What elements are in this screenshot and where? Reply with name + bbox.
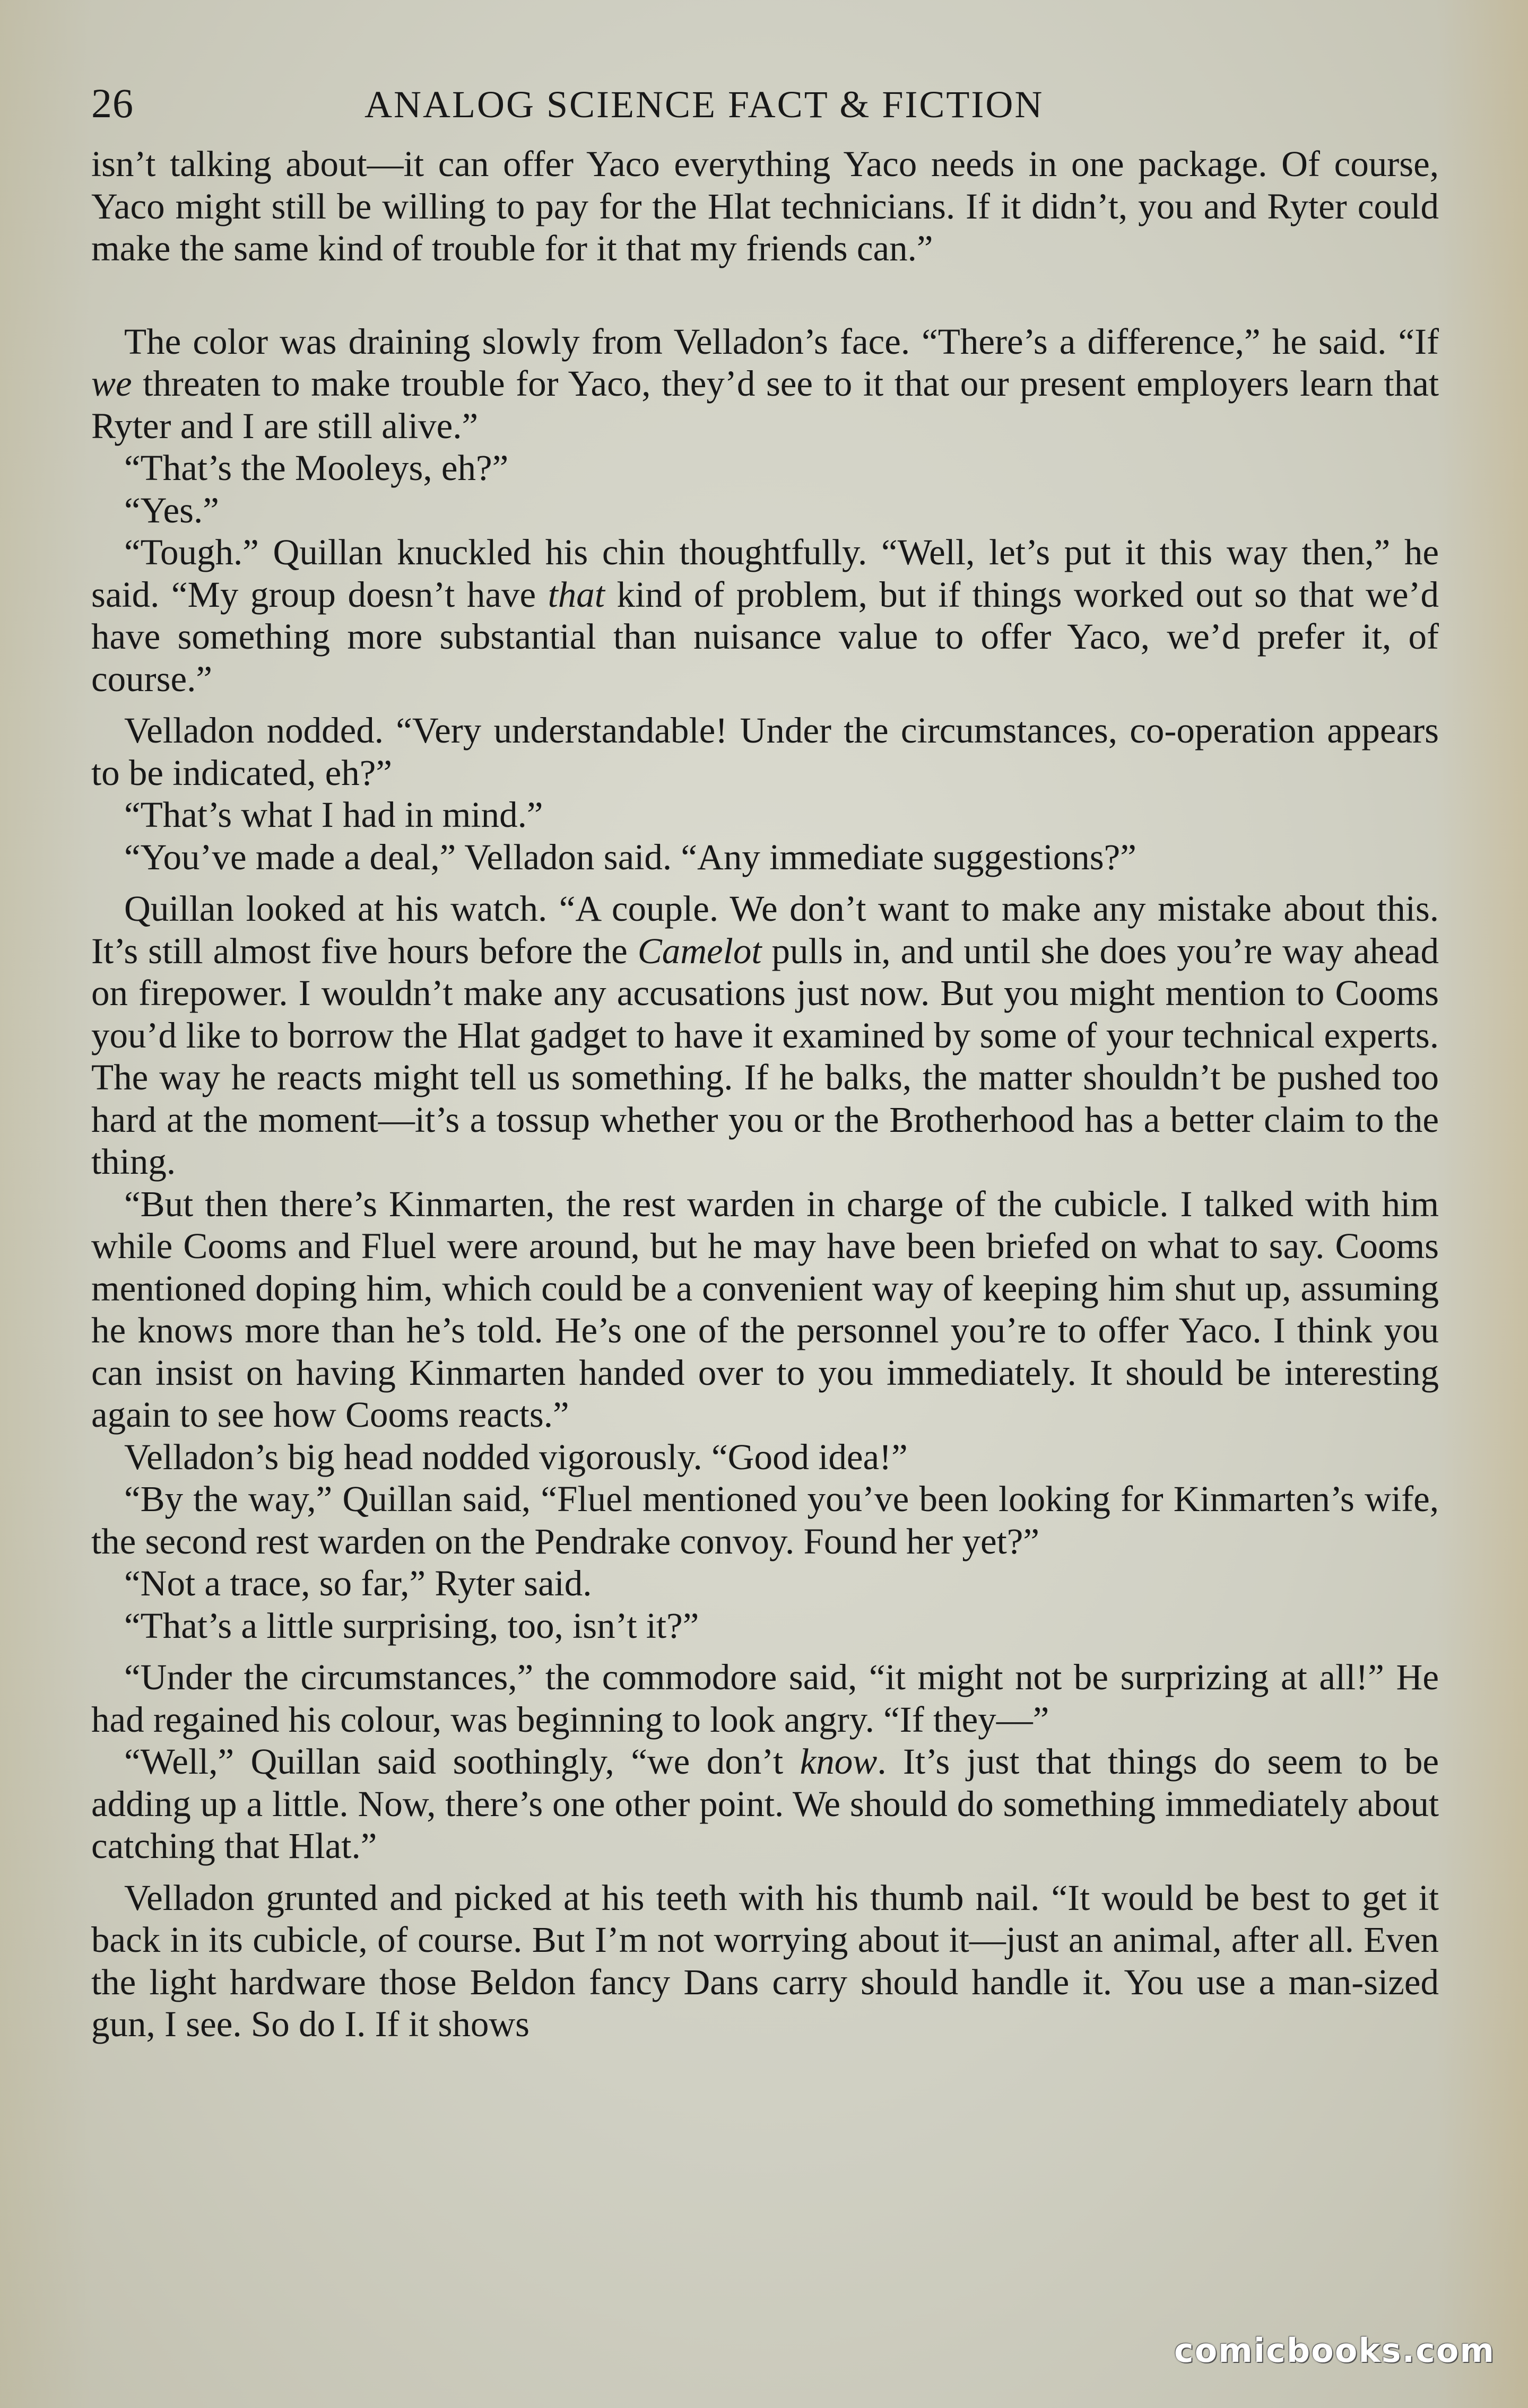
paragraph: “Yes.”	[124, 490, 219, 530]
book-page	[91, 80, 1439, 2046]
emphasis: know	[800, 1741, 878, 1782]
paragraph: “That’s what I had in mind.”	[124, 795, 543, 835]
paragraph: “You’ve made a deal,” Velladon said. “Any immediate suggestions?”	[124, 836, 1136, 877]
paragraph: isn’t talking about—it can offer Yaco everything Yaco needs in one package. Of course, Yaco might still be willing to pay for the Hlat technicians. If it didn’t, you and Ryter could make the same kind of trouble for it that my friends can.”	[91, 144, 1439, 268]
paragraph: “Not a trace, so far,” Ryter said.	[124, 1563, 592, 1603]
paragraph: “Tough.” Quillan knuckled his chin thoughtfully. “Well, let’s put it this way then,” he said. “My group doesn’t have that kind of problem, but if things worked out so that we’d have something more substantial than nuisance value to offer Yaco, we’d prefer it, of course.”	[91, 532, 1439, 699]
emphasis: Camelot	[637, 930, 762, 971]
watermark-logo: comicbooks.com	[1174, 2331, 1495, 2370]
paragraph: “Under the circumstances,” the commodore said, “it might not be surprizing at all!” He had regained his colour, was beginning to look angry. “If they—”	[91, 1657, 1439, 1740]
paragraph: Velladon nodded. “Very understandable! Under the circumstances, co-operation appears to be indicated, eh?”	[91, 710, 1439, 793]
page-body	[91, 143, 1439, 2046]
paragraph: “Well,” Quillan said soothingly, “we don’t know. It’s just that things do seem to be adding up a little. Now, there’s one other point. We should do something immediately about catching that Hlat.”	[91, 1741, 1439, 1866]
paragraph: “That’s the Mooleys, eh?”	[124, 448, 509, 488]
paragraph: “But then there’s Kinmarten, the rest warden in charge of the cubicle. I talked with him while Cooms and Fluel were around, but he may have been briefed on what to say. Cooms mentioned doping him, which could be a convenient way of keeping him shut up, assuming he knows more than he’s told. He’s one of the personnel you’re to offer Yaco. I think you can insist on having Kinmarten handed over to you immediately. It should be interesting again to see how Cooms reacts.”	[91, 1183, 1439, 1435]
page-number: 26	[91, 80, 134, 126]
paragraph: The color was draining slowly from Velladon’s face. “There’s a difference,” he said. “If we threaten to make trouble for Yaco, they’d see to it that our present employers learn that Ryter and I are still alive.”	[91, 321, 1439, 446]
emphasis: that	[548, 574, 605, 615]
paragraph: Velladon grunted and picked at his teeth with his thumb nail. “It would be best to get it back in its cubicle, of course. But I’m not worrying about it—just an animal, after all. Even the light hardware those Beldon fancy Dans carry should handle it. You use a man-sized gun, I see. So do I. If it shows	[91, 1877, 1439, 2044]
page-header	[91, 80, 1439, 143]
running-head: ANALOG SCIENCE FACT & FICTION	[364, 83, 1044, 126]
paragraph: “That’s a little surprising, too, isn’t it?”	[124, 1605, 699, 1646]
paragraph: Velladon’s big head nodded vigorously. “Good idea!”	[124, 1436, 908, 1477]
emphasis: we	[91, 363, 132, 404]
paragraph: Quillan looked at his watch. “A couple. We don’t want to make any mistake about this. It’s still almost five hours before the Camelot pulls in, and until she does you’re way ahead on firepower. I wouldn’t make any accusations just now. But you might mention to Cooms you’d like to borrow the Hlat gadget to have it examined by some of your technical experts. The way he reacts might tell us something. If he balks, the matter shouldn’t be pushed too hard at the moment—it’s a tossup whether you or the Brotherhood has a better claim to the thing.	[91, 888, 1439, 1182]
paragraph: “By the way,” Quillan said, “Fluel mentioned you’ve been looking for Kinmarten’s wife, the second rest warden on the Pendrake convoy. Found her yet?”	[91, 1479, 1439, 1561]
